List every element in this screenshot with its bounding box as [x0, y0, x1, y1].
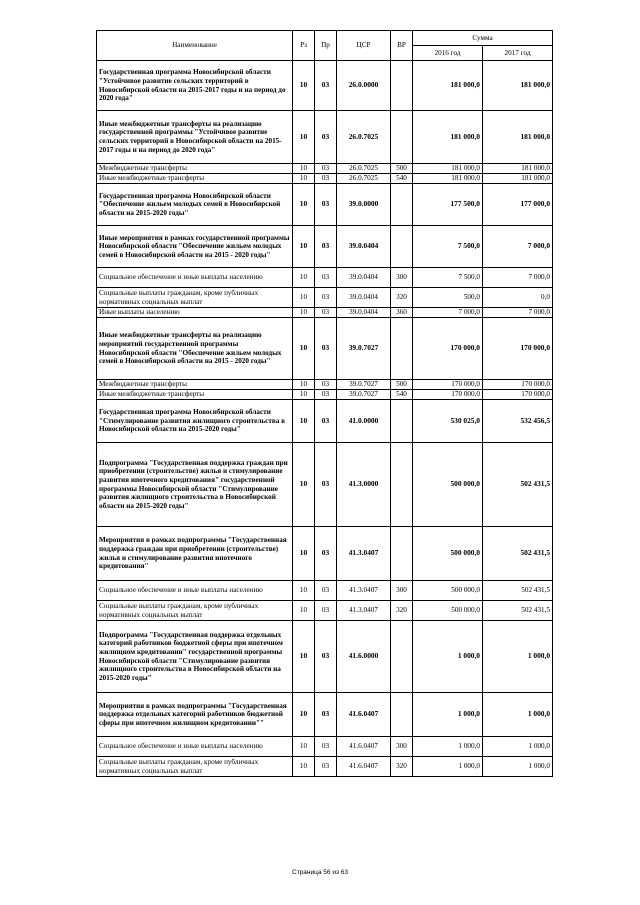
cell-pr: 03: [315, 268, 337, 288]
cell-csr: 41.3.0000: [337, 443, 391, 527]
cell-y2016: 7 500,0: [413, 226, 483, 268]
table-row: [97, 527, 553, 581]
table-header: [97, 31, 553, 61]
cell-y2017: 7 000,0: [483, 226, 553, 268]
cell-vr: 300: [391, 268, 413, 288]
cell-csr: 26.0.0000: [337, 61, 391, 111]
cell-pr: 03: [315, 380, 337, 390]
cell-name: Социальные выплаты гражданам, кроме публичных нормативных социальных выплат: [97, 601, 293, 621]
cell-rz: 10: [293, 184, 315, 226]
cell-vr: [391, 400, 413, 443]
cell-pr: 03: [315, 390, 337, 400]
table-row: [97, 757, 553, 777]
cell-vr: [391, 111, 413, 164]
cell-name: Социальные выплаты гражданам, кроме публичных нормативных социальных выплат: [97, 757, 293, 777]
cell-vr: [391, 184, 413, 226]
table-body: [97, 61, 553, 777]
cell-name: Иные мероприятия в рамках государственной программы Новосибирской области "Обеспечение жильем молодых семей в Новосибирской области на 2015 - 2020 годы": [97, 226, 293, 268]
cell-y2016: 177 500,0: [413, 184, 483, 226]
cell-y2016: 1 000,0: [413, 737, 483, 757]
cell-y2016: 181 000,0: [413, 61, 483, 111]
cell-rz: 10: [293, 400, 315, 443]
header-2017: 2017 год: [483, 46, 553, 61]
cell-y2016: 1 000,0: [413, 757, 483, 777]
table-row: [97, 400, 553, 443]
cell-rz: 10: [293, 174, 315, 184]
header-pr: Пр: [315, 31, 337, 61]
cell-name: Иные межбюджетные трансферты: [97, 174, 293, 184]
cell-name: Социальные выплаты гражданам, кроме публичных нормативных социальных выплат: [97, 288, 293, 308]
table-row: [97, 288, 553, 308]
cell-name: Иные выплаты населению: [97, 308, 293, 318]
cell-rz: 10: [293, 111, 315, 164]
cell-vr: 320: [391, 757, 413, 777]
cell-csr: 41.3.0407: [337, 581, 391, 601]
cell-y2016: 170 000,0: [413, 318, 483, 380]
table-row: [97, 737, 553, 757]
header-2016: 2016 год: [413, 46, 483, 61]
cell-csr: 39.0.0404: [337, 308, 391, 318]
table-row: [97, 226, 553, 268]
header-sum: Сумма: [413, 31, 553, 46]
cell-vr: 540: [391, 174, 413, 184]
cell-name: Социальное обеспечение и иные выплаты населению: [97, 581, 293, 601]
cell-vr: 540: [391, 390, 413, 400]
cell-rz: 10: [293, 527, 315, 581]
cell-vr: [391, 693, 413, 737]
table-row: [97, 601, 553, 621]
cell-pr: 03: [315, 601, 337, 621]
cell-csr: 39.0.7027: [337, 318, 391, 380]
cell-y2017: 170 000,0: [483, 390, 553, 400]
cell-name: Государственная программа Новосибирской области "Стимулирование развития жилищного строительства в Новосибирской области на 2015-2020 годы": [97, 400, 293, 443]
cell-name: Мероприятия в рамках подпрограммы "Государственная поддержка отдельных категорий работников бюджетной сферы при ипотечном жилищном кредитовании"": [97, 693, 293, 737]
header-csr: ЦСР: [337, 31, 391, 61]
cell-rz: 10: [293, 268, 315, 288]
cell-rz: 10: [293, 601, 315, 621]
cell-y2016: 1 000,0: [413, 693, 483, 737]
cell-vr: 320: [391, 288, 413, 308]
cell-y2016: 181 000,0: [413, 174, 483, 184]
cell-pr: 03: [315, 184, 337, 226]
cell-y2016: 500 000,0: [413, 581, 483, 601]
table-row: [97, 318, 553, 380]
cell-y2017: 1 000,0: [483, 693, 553, 737]
cell-csr: 39.0.0404: [337, 288, 391, 308]
cell-y2017: 1 000,0: [483, 757, 553, 777]
cell-vr: [391, 61, 413, 111]
cell-vr: [391, 443, 413, 527]
table-row: [97, 443, 553, 527]
cell-pr: 03: [315, 443, 337, 527]
cell-vr: [391, 621, 413, 693]
cell-csr: 41.6.0407: [337, 737, 391, 757]
cell-csr: 41.3.0407: [337, 601, 391, 621]
cell-y2017: 7 000,0: [483, 268, 553, 288]
cell-rz: 10: [293, 443, 315, 527]
cell-rz: 10: [293, 693, 315, 737]
header-vr: ВР: [391, 31, 413, 61]
cell-vr: [391, 318, 413, 380]
cell-name: Государственная программа Новосибирской области "Устойчивое развитие сельских территорий в Новосибирской области на 2015-2017 годы и на период до 2020 года": [97, 61, 293, 111]
cell-y2017: 502 431,5: [483, 601, 553, 621]
cell-rz: 10: [293, 226, 315, 268]
cell-y2016: 170 000,0: [413, 380, 483, 390]
cell-name: Межбюджетные трансферты: [97, 164, 293, 174]
cell-y2017: 181 000,0: [483, 174, 553, 184]
cell-csr: 39.0.7027: [337, 380, 391, 390]
table-row: [97, 174, 553, 184]
cell-vr: 500: [391, 164, 413, 174]
page-footer: Страница 56 из 63: [292, 869, 348, 876]
cell-y2017: 502 431,5: [483, 581, 553, 601]
cell-csr: 26.0.7025: [337, 174, 391, 184]
cell-csr: 39.0.0404: [337, 226, 391, 268]
table-row: [97, 111, 553, 164]
cell-csr: 26.0.7025: [337, 111, 391, 164]
cell-name: Социальное обеспечение и иные выплаты населению: [97, 268, 293, 288]
cell-pr: 03: [315, 308, 337, 318]
cell-rz: 10: [293, 390, 315, 400]
cell-rz: 10: [293, 621, 315, 693]
table-row: [97, 380, 553, 390]
cell-vr: [391, 226, 413, 268]
cell-name: Межбюджетные трансферты: [97, 380, 293, 390]
cell-y2017: 181 000,0: [483, 111, 553, 164]
cell-pr: 03: [315, 164, 337, 174]
cell-rz: 10: [293, 288, 315, 308]
cell-rz: 10: [293, 61, 315, 111]
cell-y2016: 530 025,0: [413, 400, 483, 443]
cell-y2016: 1 000,0: [413, 621, 483, 693]
cell-pr: 03: [315, 226, 337, 268]
cell-name: Подпрограмма "Государственная поддержка отдельных категорий работников бюджетной сферы при ипотечном жилищном кредитовании" государственной программы Новосибирской области "Стимулирование развития жилищного строительства в Новосибирской области на 2015-2020 годы": [97, 621, 293, 693]
cell-y2017: 170 000,0: [483, 318, 553, 380]
table-row: [97, 390, 553, 400]
budget-table: [96, 30, 553, 777]
table-row: [97, 268, 553, 288]
cell-csr: 41.6.0407: [337, 693, 391, 737]
cell-y2016: 181 000,0: [413, 111, 483, 164]
cell-y2017: 502 431,5: [483, 527, 553, 581]
table-row: [97, 61, 553, 111]
cell-y2017: 170 000,0: [483, 380, 553, 390]
cell-csr: 41.6.0407: [337, 757, 391, 777]
cell-y2017: 7 000,0: [483, 308, 553, 318]
budget-sheet: [96, 30, 552, 777]
cell-rz: 10: [293, 164, 315, 174]
cell-csr: 26.0.7025: [337, 164, 391, 174]
cell-name: Социальное обеспечение и иные выплаты населению: [97, 737, 293, 757]
cell-y2017: 532 456,5: [483, 400, 553, 443]
cell-rz: 10: [293, 308, 315, 318]
cell-y2016: 181 000,0: [413, 164, 483, 174]
cell-pr: 03: [315, 111, 337, 164]
table-row: [97, 581, 553, 601]
cell-y2016: 500 000,0: [413, 601, 483, 621]
cell-rz: 10: [293, 380, 315, 390]
cell-y2016: 7 000,0: [413, 308, 483, 318]
cell-pr: 03: [315, 737, 337, 757]
cell-pr: 03: [315, 621, 337, 693]
header-name: Наименование: [97, 31, 293, 61]
cell-csr: 41.6.0000: [337, 621, 391, 693]
cell-csr: 39.0.0404: [337, 268, 391, 288]
cell-vr: 500: [391, 380, 413, 390]
cell-y2016: 7 500,0: [413, 268, 483, 288]
cell-y2016: 500 000,0: [413, 527, 483, 581]
cell-y2016: 500 000,0: [413, 443, 483, 527]
cell-vr: 300: [391, 737, 413, 757]
cell-vr: [391, 527, 413, 581]
table-row: [97, 184, 553, 226]
cell-pr: 03: [315, 581, 337, 601]
cell-y2017: 177 000,0: [483, 184, 553, 226]
cell-y2017: 1 000,0: [483, 621, 553, 693]
cell-csr: 39.0.0000: [337, 184, 391, 226]
cell-vr: 360: [391, 308, 413, 318]
cell-name: Иные межбюджетные трансферты на реализацию государственной программы "Устойчивое развитие сельских территорий в Новосибирской области на 2015-2017 годы и на период до 2020 года": [97, 111, 293, 164]
cell-y2017: 0,0: [483, 288, 553, 308]
table-row: [97, 308, 553, 318]
cell-csr: 39.0.7027: [337, 390, 391, 400]
cell-pr: 03: [315, 174, 337, 184]
cell-y2017: 502 431,5: [483, 443, 553, 527]
cell-y2017: 181 000,0: [483, 164, 553, 174]
cell-rz: 10: [293, 757, 315, 777]
cell-pr: 03: [315, 693, 337, 737]
cell-y2016: 170 000,0: [413, 390, 483, 400]
cell-y2016: 500,0: [413, 288, 483, 308]
header-rz: Рз: [293, 31, 315, 61]
cell-name: Иные межбюджетные трансферты: [97, 390, 293, 400]
cell-csr: 41.0.0000: [337, 400, 391, 443]
cell-pr: 03: [315, 400, 337, 443]
cell-pr: 03: [315, 61, 337, 111]
cell-pr: 03: [315, 757, 337, 777]
table-row: [97, 693, 553, 737]
cell-name: Государственная программа Новосибирской области "Обеспечение жильем молодых семей в Новосибирской области на 2015-2020 годы": [97, 184, 293, 226]
cell-rz: 10: [293, 318, 315, 380]
cell-name: Подпрограмма "Государственная поддержка граждан при приобретении (строительстве) жилья и стимулирование развития ипотечного кредитования" государственной программы Новосибирской области "Стимулирование развития жилищного строительства в Новосибирской области на 2015-2020 годы": [97, 443, 293, 527]
cell-vr: 300: [391, 581, 413, 601]
cell-pr: 03: [315, 288, 337, 308]
cell-rz: 10: [293, 581, 315, 601]
cell-y2017: 181 000,0: [483, 61, 553, 111]
table-row: [97, 164, 553, 174]
cell-name: Иные межбюджетные трансферты на реализацию мероприятий государственной программы Новосибирской области "Обеспечение жильем молодых семей в Новосибирской области на 2015 - 2020 годы": [97, 318, 293, 380]
cell-rz: 10: [293, 737, 315, 757]
cell-name: Мероприятия в рамках подпрограммы "Государственная поддержка граждан при приобретении (строительстве) жилья и стимулирование развития ипотечного кредитования": [97, 527, 293, 581]
cell-pr: 03: [315, 527, 337, 581]
cell-pr: 03: [315, 318, 337, 380]
table-row: [97, 621, 553, 693]
cell-y2017: 1 000,0: [483, 737, 553, 757]
cell-vr: 320: [391, 601, 413, 621]
cell-csr: 41.3.0407: [337, 527, 391, 581]
